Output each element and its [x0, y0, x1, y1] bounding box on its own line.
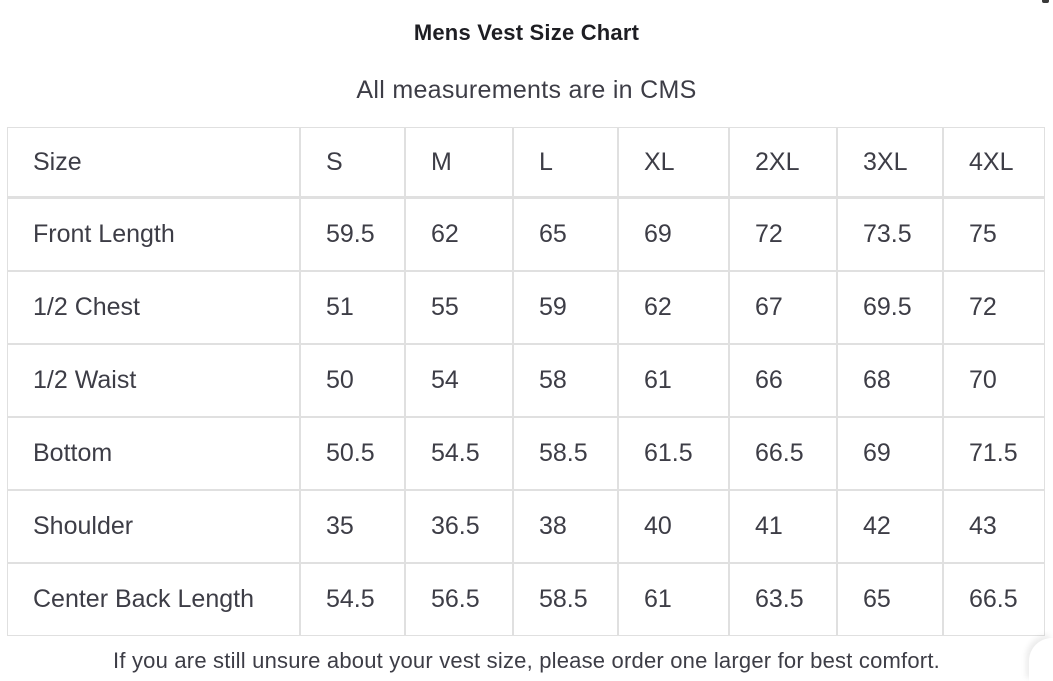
measurement-value-cell: 70: [943, 344, 1045, 417]
measurement-value-cell: 66.5: [729, 417, 837, 490]
measurement-value-cell: 58.5: [513, 417, 618, 490]
measurement-value-cell: 43: [943, 490, 1045, 563]
measurement-value-cell: 69: [837, 417, 943, 490]
column-header-m: M: [405, 127, 513, 198]
measurement-value-cell: 56.5: [405, 563, 513, 636]
measurement-value-cell: 63.5: [729, 563, 837, 636]
column-header-l: L: [513, 127, 618, 198]
table-row: [7, 417, 1045, 490]
table-row: [7, 344, 1045, 417]
measurement-value-cell: 54.5: [405, 417, 513, 490]
column-header-s: S: [300, 127, 405, 198]
measurement-value-cell: 54: [405, 344, 513, 417]
measurement-value-cell: 65: [837, 563, 943, 636]
column-header-xl: XL: [618, 127, 729, 198]
rounded-corner-widget-fragment: [1029, 638, 1053, 681]
measurement-value-cell: 38: [513, 490, 618, 563]
measurement-value-cell: 61: [618, 563, 729, 636]
measurement-value-cell: 67: [729, 271, 837, 344]
measurement-value-cell: 59.5: [300, 198, 405, 271]
measurement-value-cell: 62: [405, 198, 513, 271]
measurement-value-cell: 55: [405, 271, 513, 344]
measurement-units-note: All measurements are in CMS: [356, 76, 697, 104]
measurement-value-cell: 72: [943, 271, 1045, 344]
column-header-3xl: 3XL: [837, 127, 943, 198]
measurement-value-cell: 51: [300, 271, 405, 344]
measurement-value-cell: 36.5: [405, 490, 513, 563]
measurement-value-cell: 72: [729, 198, 837, 271]
column-header-2xl: 2XL: [729, 127, 837, 198]
measurement-value-cell: 40: [618, 490, 729, 563]
sizing-advice-note: If you are still unsure about your vest size, please order one larger for best comfort.: [113, 648, 940, 673]
row-label: Center Back Length: [7, 563, 300, 636]
size-chart-header: [7, 127, 1045, 198]
measurement-value-cell: 35: [300, 490, 405, 563]
table-row: [7, 490, 1045, 563]
measurement-value-cell: 66: [729, 344, 837, 417]
row-label: Front Length: [7, 198, 300, 271]
column-header-4xl: 4XL: [943, 127, 1045, 198]
header-row: [7, 127, 1045, 198]
row-label: Bottom: [7, 417, 300, 490]
measurement-value-cell: 75: [943, 198, 1045, 271]
size-chart-body: [7, 198, 1045, 636]
row-label: Shoulder: [7, 490, 300, 563]
measurement-value-cell: 42: [837, 490, 943, 563]
measurement-value-cell: 73.5: [837, 198, 943, 271]
measurement-value-cell: 68: [837, 344, 943, 417]
column-header-size: Size: [7, 127, 300, 198]
measurement-value-cell: 61.5: [618, 417, 729, 490]
measurement-value-cell: 50: [300, 344, 405, 417]
measurement-value-cell: 62: [618, 271, 729, 344]
page-title: Mens Vest Size Chart: [413, 20, 640, 45]
table-row: [7, 563, 1045, 636]
measurement-value-cell: 41: [729, 490, 837, 563]
table-row: [7, 271, 1045, 344]
measurement-value-cell: 58: [513, 344, 618, 417]
measurement-value-cell: 54.5: [300, 563, 405, 636]
measurement-value-cell: 71.5: [943, 417, 1045, 490]
measurement-value-cell: 59: [513, 271, 618, 344]
row-label: 1/2 Chest: [7, 271, 300, 344]
measurement-value-cell: 69: [618, 198, 729, 271]
row-label: 1/2 Waist: [7, 344, 300, 417]
measurement-value-cell: 50.5: [300, 417, 405, 490]
cutoff-element-fragment: [1042, 0, 1049, 3]
measurement-value-cell: 65: [513, 198, 618, 271]
table-row: [7, 198, 1045, 271]
measurement-value-cell: 58.5: [513, 563, 618, 636]
size-chart-table: [7, 127, 1045, 636]
measurement-value-cell: 61: [618, 344, 729, 417]
measurement-value-cell: 66.5: [943, 563, 1045, 636]
measurement-value-cell: 69.5: [837, 271, 943, 344]
